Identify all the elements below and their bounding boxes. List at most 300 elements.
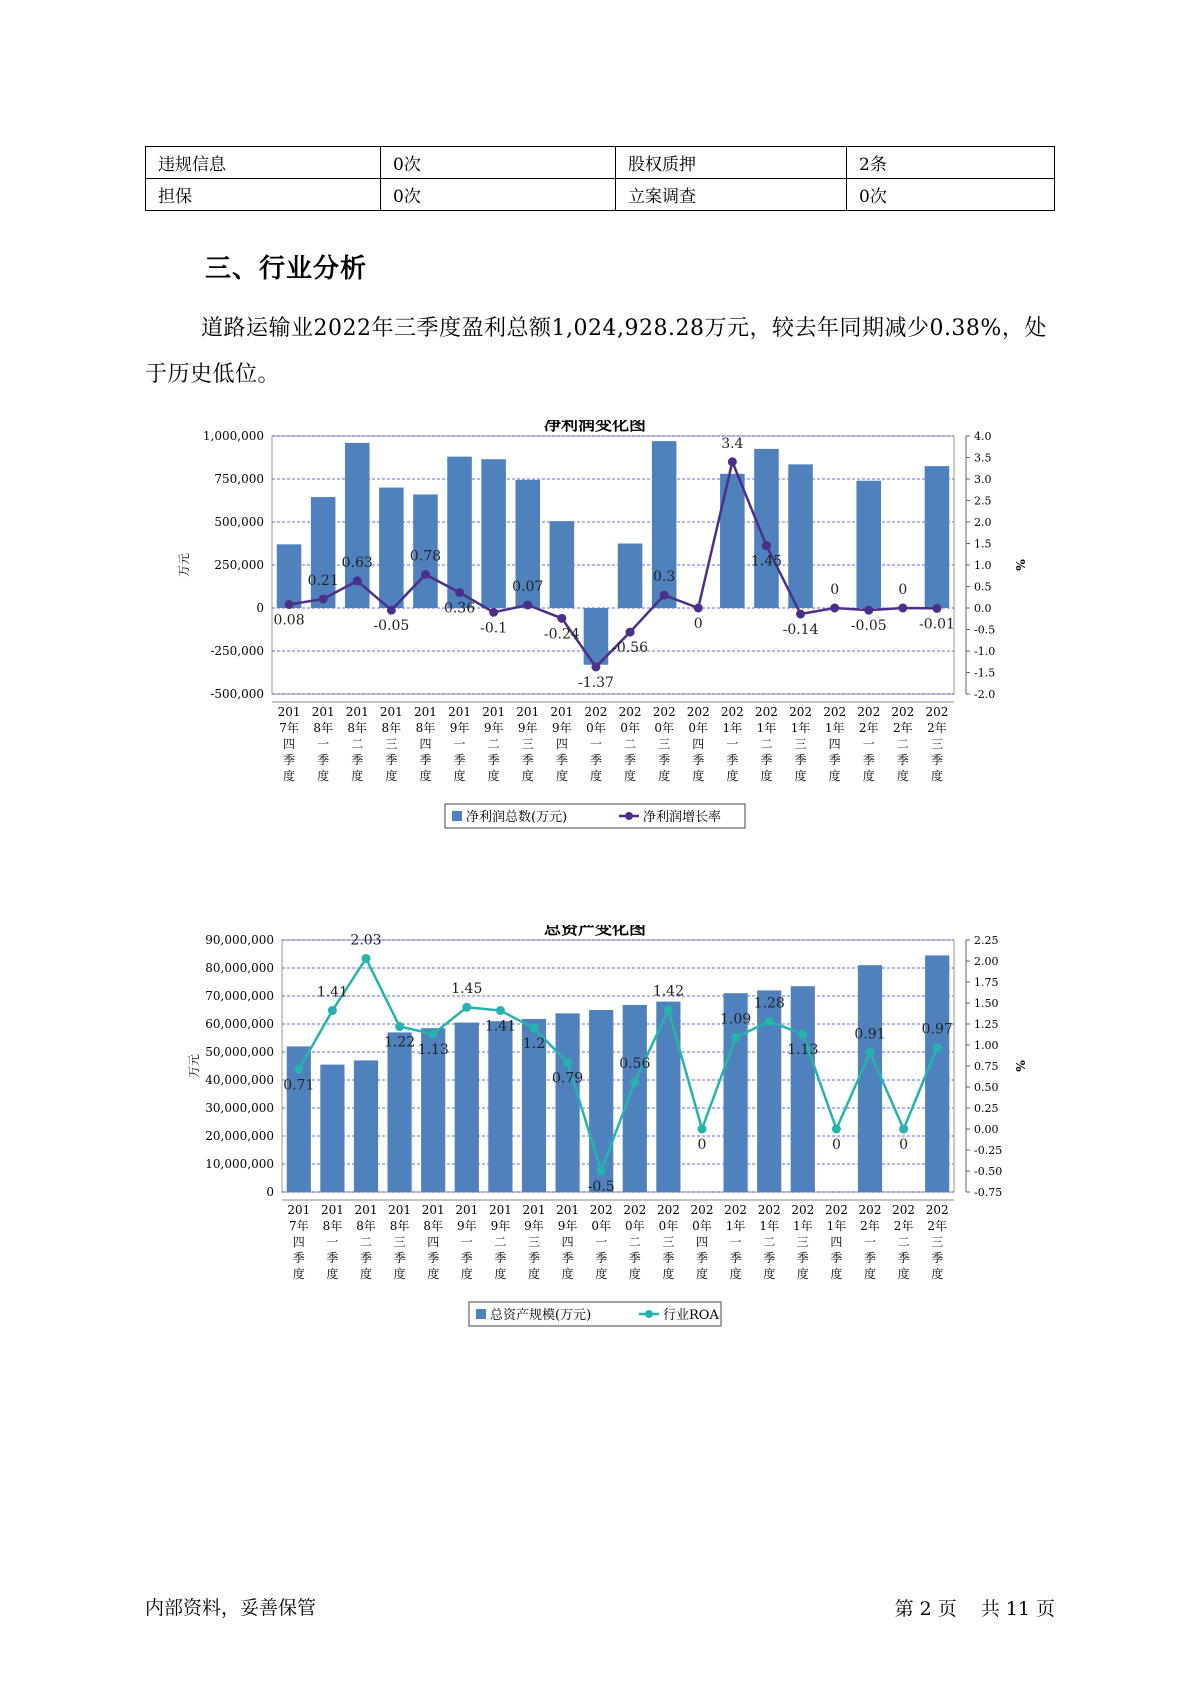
data-label: 1.42 [652,983,684,1000]
x-tick-label: 季 [527,1251,541,1265]
line-point [731,1033,740,1042]
x-tick-label: 202 [823,705,847,719]
x-tick-label: 度 [830,1267,843,1281]
bar [550,521,575,608]
x-tick-label: 8年 [322,1219,343,1233]
data-label: -1.37 [577,674,614,691]
x-tick-label: 三 [658,737,671,751]
x-tick-label: 9年 [456,1219,477,1233]
data-label: 0 [693,616,703,632]
line-point [395,1022,404,1031]
net-profit-chart [0,420,1191,894]
y-tick-label: 30,000,000 [205,1101,274,1115]
x-tick-label: 2年 [893,721,913,735]
legend-line-label: 净利润增长率 [643,810,722,825]
page-label-end: 页 [937,1598,957,1620]
x-tick-label: 季 [658,753,671,767]
y-tick-label: 500,000 [214,515,264,529]
x-tick-label: 度 [385,769,398,783]
line-point [664,1005,673,1014]
y2-tick-label: 2.5 [974,494,992,508]
x-tick-label: 2年 [858,721,879,735]
bar [754,449,779,608]
y2-tick-label: 1.5 [974,537,992,551]
footer-confidential: 内部资料，妥善保管 [145,1597,317,1619]
x-tick-label: 二 [624,737,637,751]
x-tick-label: 202 [686,705,710,719]
line-point [462,1003,471,1012]
x-tick-label: 8年 [381,721,402,735]
data-label: 0.63 [341,554,373,571]
y2-tick-label: 1.75 [974,976,999,989]
x-tick-label: 202 [824,1203,848,1217]
page-label: 第 [894,1598,914,1620]
x-tick-label: 度 [595,1267,608,1281]
x-tick-label: 三 [521,737,534,751]
data-label: -0.56 [612,640,649,657]
y2-tick-label: 0.5 [974,580,992,594]
x-tick-label: 三 [796,1235,809,1249]
x-tick-label: 度 [494,1267,507,1281]
x-tick-label: 202 [791,1203,815,1217]
x-tick-label: 度 [930,769,943,783]
x-tick-label: 8年 [356,1219,376,1233]
x-tick-label: 度 [326,1267,339,1281]
x-tick-label: 季 [453,753,466,767]
data-label: 0.79 [552,1070,584,1087]
y2-tick-label: -0.75 [974,1186,1003,1199]
line-point [455,588,464,597]
table-cell: 立案调查 [616,179,847,211]
x-tick-label: 季 [419,753,432,767]
plot-frame [282,940,954,1192]
line-point [728,457,737,466]
x-tick-label: 季 [828,753,841,767]
data-label: 0 [830,582,840,598]
x-tick-label: 201 [488,1203,512,1217]
x-tick-label: 季 [589,753,602,767]
x-tick-label: 201 [388,1203,412,1217]
line-point [294,1065,303,1074]
legend-bar-swatch [476,1309,486,1319]
x-tick-label: 季 [729,1251,742,1265]
x-tick-label: 202 [858,1203,882,1217]
x-tick-label: 四 [692,737,705,751]
x-tick-label: 度 [796,1267,809,1281]
line-point [591,662,600,671]
x-tick-label: 度 [561,1267,574,1281]
y2-tick-label: 1.0 [974,559,992,572]
x-tick-label: 度 [896,769,909,783]
x-tick-label: 季 [695,1251,709,1265]
x-tick-label: 一 [726,737,739,751]
x-tick-label: 0年 [658,1219,679,1233]
x-tick-label: 三 [393,1235,406,1249]
y2-tick-label: 4.0 [974,430,992,443]
x-tick-label: 季 [317,753,330,767]
y-tick-label: 20,000,000 [205,1129,274,1143]
x-tick-label: 三 [385,737,398,751]
x-tick-label: 2年 [860,1219,880,1233]
line-point [698,1125,707,1134]
x-tick-label: 201 [550,705,574,719]
y2-tick-label: 3.0 [974,473,992,486]
legend-bar-swatch [452,811,462,821]
line-point [660,591,669,600]
footer-page-number [889,1594,1055,1621]
x-tick-label: 1年 [759,1219,780,1233]
data-label: 1.41 [316,984,348,1001]
x-tick-label: 度 [658,769,671,783]
x-tick-label: 季 [494,1251,507,1265]
legend-line-marker [625,812,633,820]
x-tick-label: 9年 [483,721,504,735]
data-label: -0.05 [373,618,410,635]
data-label: 1.45 [750,553,783,570]
x-tick-label: 202 [891,705,915,719]
data-label: 0.56 [619,1055,651,1072]
legend-bar-label: 净利润总数(万元) [466,810,568,825]
x-tick-label: 四 [427,1235,440,1249]
x-tick-label: 度 [794,769,807,783]
bar [488,1021,512,1192]
y-tick-label: 0 [266,1185,274,1199]
data-label: 0 [831,1137,841,1153]
x-tick-label: 9年 [517,721,538,735]
line-point [523,600,532,609]
x-tick-label: 度 [393,1267,406,1281]
x-tick-label: 度 [317,769,330,783]
total-label: 共 [980,1598,1000,1620]
y2-tick-label: 1.50 [974,997,999,1010]
x-tick-label: 四 [695,1235,709,1249]
y2-tick-label: -2.0 [974,688,996,701]
y2-tick-label: -0.25 [974,1144,1003,1157]
x-tick-label: 201 [287,1203,311,1217]
section-title: 三、行业分析 [205,254,368,284]
x-tick-label: 8年 [389,1219,410,1233]
x-tick-label: 二 [494,1235,507,1249]
x-tick-label: 二 [897,1235,910,1249]
x-tick-label: 度 [695,1267,709,1281]
data-label: -0.14 [782,622,819,639]
line-point [832,1125,841,1134]
x-tick-label: 季 [931,1251,944,1265]
x-tick-label: 202 [584,705,608,719]
data-label: 0.08 [273,612,305,629]
x-tick-label: 201 [421,1203,445,1217]
x-tick-label: 0年 [620,721,640,735]
x-tick-label: 202 [789,705,813,719]
x-tick-label: 度 [726,769,739,783]
x-tick-label: 二 [359,1235,373,1249]
line-point [864,606,873,615]
data-label: 1.22 [384,1034,416,1051]
x-tick-label: 202 [757,1203,781,1217]
bar [447,457,472,608]
page-number: 2 [919,1598,932,1620]
x-tick-label: 1年 [792,1219,813,1233]
y2-tick-label: 2.0 [974,516,992,529]
line-point [830,604,839,613]
table-row [146,179,1055,211]
x-tick-label: 202 [857,705,881,719]
line-point [626,628,635,637]
total-label-end: 页 [1035,1598,1055,1620]
x-tick-label: 7年 [279,721,299,735]
bar [277,544,302,608]
x-tick-label: 一 [589,737,602,751]
x-tick-label: 季 [662,1251,675,1265]
line-point [796,610,805,619]
data-label: 0.91 [854,1026,886,1043]
x-tick-label: 0年 [688,721,709,735]
x-tick-label: 度 [589,769,602,783]
x-tick-label: 三 [794,737,807,751]
legend-line-label: 行业ROA [663,1308,719,1323]
y2-tick-label: -1.5 [974,666,996,680]
x-tick-label: 三 [527,1235,541,1249]
line-point [421,570,430,579]
x-tick-label: 度 [359,1267,373,1281]
x-tick-label: 2年 [927,1219,948,1233]
data-label: 0 [899,1137,909,1153]
x-tick-label: 202 [925,705,949,719]
x-tick-label: 季 [760,753,773,767]
data-label: 0.78 [409,548,442,565]
x-tick-label: 202 [892,1203,916,1217]
x-tick-label: 202 [724,1203,748,1217]
x-tick-label: 201 [516,705,540,719]
y2-tick-label: 0.25 [974,1102,999,1115]
y2-tick-label: 2.25 [974,934,999,947]
x-tick-label: 8年 [423,1219,444,1233]
x-tick-label: 季 [897,1251,910,1265]
data-label: 0 [697,1137,707,1153]
x-tick-label: 四 [283,737,296,751]
x-tick-label: 二 [351,737,364,751]
x-tick-label: 一 [595,1235,608,1249]
data-label: -0.1 [480,620,508,637]
bar [925,955,949,1192]
line-point [899,1125,908,1134]
x-tick-label: 四 [292,1235,305,1249]
x-tick-label: 度 [419,769,432,783]
data-label: 1.13 [787,1042,819,1059]
y-tick-label: 250,000 [214,558,264,572]
data-label: 1.45 [451,981,483,998]
x-tick-label: 202 [589,1203,613,1217]
x-tick-label: 202 [656,1203,680,1217]
x-tick-label: 度 [487,769,500,783]
y-tick-label: 70,000,000 [205,989,274,1003]
bar [589,1010,613,1192]
x-tick-label: 202 [925,1203,949,1217]
line-point [387,606,396,615]
x-tick-label: 0年 [692,1219,712,1233]
chart-title: 净利润变化图 [544,420,646,435]
x-tick-label: 一 [729,1235,742,1249]
x-tick-label: 度 [453,769,466,783]
x-tick-label: 201 [379,705,403,719]
y-tick-label: 60,000,000 [205,1017,274,1031]
line-point [694,604,703,613]
x-tick-label: 度 [862,769,875,783]
x-tick-label: 度 [624,769,637,783]
y-tick-label: 40,000,000 [205,1073,274,1087]
bar [788,464,813,608]
bar [556,1013,580,1192]
x-tick-label: 9年 [524,1219,544,1233]
x-tick-label: 度 [763,1267,776,1281]
x-tick-label: 季 [896,753,909,767]
line-point [530,1024,539,1033]
x-tick-label: 201 [448,705,472,719]
x-tick-label: 201 [320,1203,344,1217]
x-tick-label: 季 [794,753,807,767]
x-tick-label: 度 [521,769,534,783]
x-tick-label: 2年 [927,721,947,735]
x-tick-label: 季 [763,1251,776,1265]
table-row [146,147,1055,179]
data-label: -0.24 [543,626,580,643]
bar [925,466,950,608]
x-tick-label: 季 [460,1251,473,1265]
x-tick-label: 季 [393,1251,406,1265]
x-tick-label: 度 [628,1267,641,1281]
net-profit-chart-svg [0,420,1191,890]
y2-axis-title: % [1013,559,1027,571]
table-cell: 股权质押 [616,147,847,179]
total-assets-chart [0,925,1191,1399]
line-point [429,1030,438,1039]
line-point [597,1167,606,1176]
x-tick-label: 度 [351,769,364,783]
x-tick-label: 二 [487,737,500,751]
line-point [496,1006,505,1015]
x-tick-label: 度 [863,1267,877,1281]
y-tick-label: 750,000 [214,472,264,486]
x-tick-label: 201 [522,1203,546,1217]
x-tick-label: 1年 [756,721,777,735]
x-tick-label: 一 [317,737,330,751]
x-tick-label: 度 [931,1267,944,1281]
x-tick-label: 一 [862,737,875,751]
x-tick-label: 2年 [893,1219,914,1233]
y-axis-title: 万元 [187,1053,201,1079]
x-tick-label: 201 [482,705,506,719]
data-label: 0 [898,582,908,598]
x-tick-label: 201 [277,705,301,719]
chart-title: 总资产变化图 [544,925,646,939]
y2-tick-label: 3.5 [974,451,992,465]
data-label: 0.07 [512,578,544,595]
x-tick-label: 季 [624,753,637,767]
x-tick-label: 9年 [557,1219,578,1233]
data-label: 1.09 [720,1011,752,1028]
y2-tick-label: 0.0 [974,602,992,615]
y2-tick-label: 0.75 [974,1060,999,1073]
data-label: 0.3 [653,569,676,586]
x-tick-label: 201 [556,1203,580,1217]
x-tick-label: 度 [692,769,705,783]
x-tick-label: 季 [326,1251,339,1265]
y2-tick-label: 2.00 [974,955,999,968]
x-tick-label: 201 [455,1203,479,1217]
line-point [765,1017,774,1026]
x-tick-label: 9年 [449,721,470,735]
line-point [353,576,362,585]
x-tick-label: 8年 [347,721,368,735]
line-point [630,1077,639,1086]
x-tick-label: 三 [662,1235,675,1249]
data-label: 1.28 [753,995,785,1012]
y2-tick-label: -1.0 [974,645,996,658]
y2-tick-label: 0.50 [974,1081,999,1094]
data-label: 0.36 [443,600,476,617]
x-tick-label: 0年 [586,721,606,735]
line-point [328,1006,337,1015]
x-tick-label: 四 [830,1235,843,1249]
line-point [285,600,294,609]
bar [856,481,881,608]
x-tick-label: 四 [555,737,568,751]
x-tick-label: 7年 [288,1219,309,1233]
data-label: 0.21 [307,572,339,589]
table-cell: 担保 [146,179,381,211]
legend-bar-label: 总资产规模(万元) [490,1308,592,1323]
x-tick-label: 季 [863,1251,877,1265]
x-tick-label: 度 [729,1267,742,1281]
line-point [898,604,907,613]
x-tick-label: 季 [796,1251,809,1265]
x-tick-label: 度 [283,769,296,783]
x-tick-label: 9年 [490,1219,511,1233]
x-tick-label: 二 [763,1235,776,1249]
x-tick-label: 0年 [624,1219,645,1233]
bar [618,544,643,609]
bar [481,459,506,608]
x-tick-label: 季 [726,753,739,767]
y2-tick-label: -0.50 [974,1165,1003,1178]
x-tick-label: 二 [896,737,909,751]
bar [791,986,815,1192]
x-tick-label: 二 [760,737,773,751]
y-tick-label: 10,000,000 [205,1157,274,1171]
y-axis-title: 万元 [177,552,191,578]
x-tick-label: 季 [555,753,568,767]
x-tick-label: 季 [595,1251,608,1265]
x-tick-label: 季 [521,753,534,767]
x-tick-label: 度 [527,1267,541,1281]
bar [320,1065,344,1192]
line-point [762,541,771,550]
table-cell: 违规信息 [146,147,381,179]
bar [388,1032,412,1192]
data-label: 1.41 [484,1018,516,1035]
x-tick-label: 季 [862,753,875,767]
x-tick-label: 8年 [313,721,333,735]
x-tick-label: 四 [561,1235,574,1249]
x-tick-label: 8年 [415,721,436,735]
line-point [319,594,328,603]
x-tick-label: 度 [292,1267,305,1281]
data-label: 3.4 [721,435,744,452]
x-tick-label: 1年 [824,721,845,735]
x-tick-label: 四 [828,737,841,751]
x-tick-label: 季 [561,1251,574,1265]
x-tick-label: 202 [618,705,642,719]
